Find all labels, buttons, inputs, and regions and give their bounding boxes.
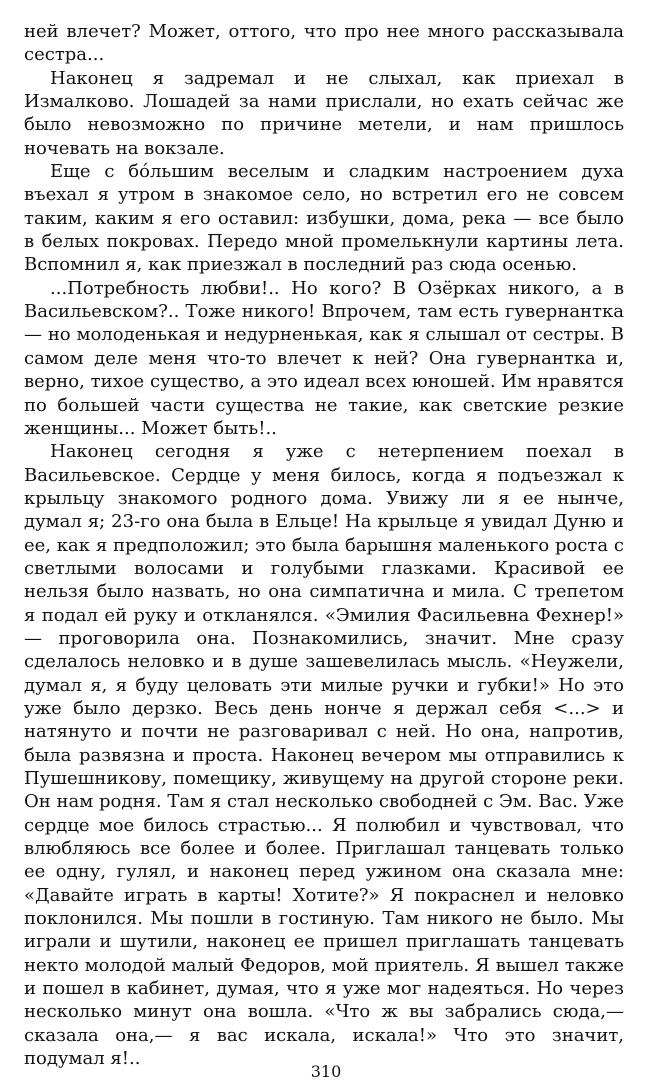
paragraph-continuation: ней влечет? Может, оттого, что про нее много рассказывала сестра... xyxy=(24,21,624,66)
paragraph-izmalkovo: Наконец я задремал и не слыхал, как приехал в Измалково. Лошадей за нами прислали, но ехать сейчас же было невозможно по причине метели, и нам пришлось ночевать на вокзале. xyxy=(24,67,624,159)
paragraph-need-for-love: ...Потребность любви!.. Но кого? В Озёрках никого, а в Васильевском?.. Тоже никого! Впрочем, там есть гувернантка — но молоденькая и недурненькая, как я слышал от сестры. В самом деле меня что-то влечет к ней? Она гувернантка и, верно, тихое существо, а это идеал всех юношей. Им нравятся по большей части существа не такие, как светские резкие женщины... Может быть!.. xyxy=(24,277,624,439)
paragraph-village-morning: Еще с бо́льшим веселым и сладким настроением духа въехал я утром в знакомое село, но встретил его не совсем таким, каким я его оставил: избушки, дома, река — все было в белых покровах. Передо мной промелькнули картины лета. Вспомнил я, как приезжал в последний раз сюда осенью. xyxy=(24,161,624,276)
document-page xyxy=(24,20,624,1070)
paragraph-vasilyevskoe: Наконец сегодня я уже с нетерпением поехал в Васильевское. Сердце у меня билось, когда я подъезжал к крыльцу знакомого родного дома. Увижу ли я ее нынче, думал я; 23-го она была в Ельце! На крыльце я увидал Дуню и ее, как я предположил; это была барышня маленького роста с светлыми волосами и голубыми глазками. Красивой ее нельзя было назвать, но она симпатична и мила. С трепетом я подал ей руку и откланялся. «Эмилия Фасильевна Фехнер!» — проговорила она. Познакомились, значит. Мне сразу сделалось неловко и в душе зашевелилась мысль. «Неужели, думал я, я буду целовать эти милые ручки и губки!» Но это уже было дерзко. Весь день нонче я держал себя <...> и натянуто и почти не разговаривал с ней. Но она, напротив, была развязна и проста. Наконец вечером мы отправились к Пушешникову, помещику, живущему на другой стороне реки. Он нам родня. Там я стал несколько свободней с Эм. Вас. Уже сердце мое билось страстью... Я полюбил и чувствовал, что влюбляюсь все более и более. Приглашал танцевать только ее одну, гулял, и наконец перед ужином она сказала мне: «Давайте играть в карты! Хотите?» Я покраснел и неловко поклонился. Мы пошли в гостиную. Там никого не было. Мы играли и шутили, наконец ее пришел приглашать танцевать некто молодой малый Федоров, мой приятель. Я вышел также и пошел в кабинет, думая, что я уже мог надеяться. Но через несколько минут она вошла. «Что ж вы забрались сюда,— сказала она,— я вас искала, искала!» Что это значит, подумал я!.. xyxy=(24,441,624,1070)
page-number: 310 xyxy=(310,1062,342,1081)
